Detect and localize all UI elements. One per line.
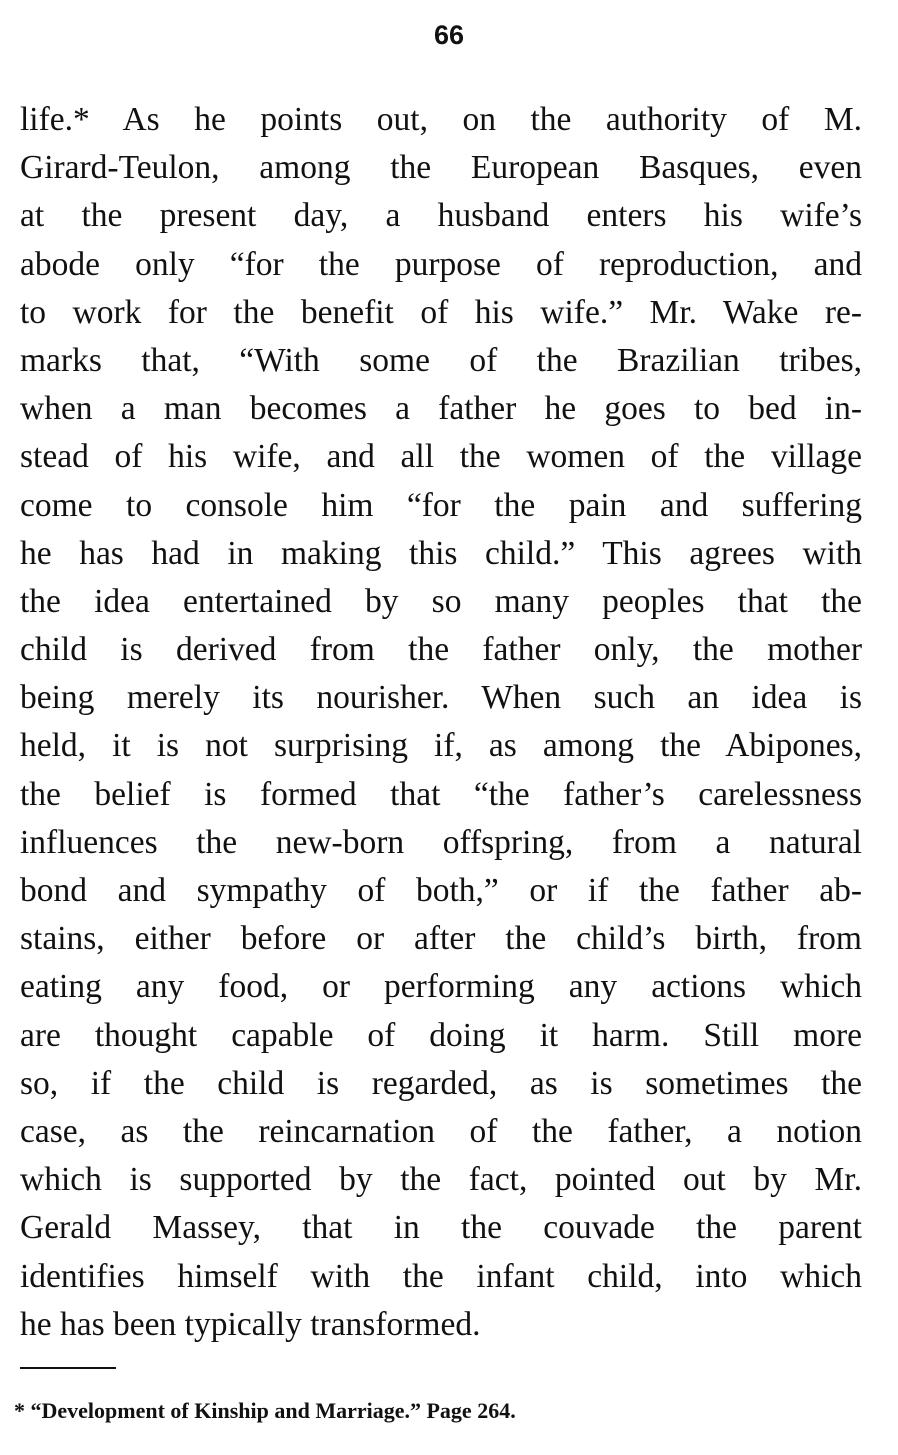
footnote-rule [20, 1367, 116, 1369]
text-line: marks that, “With some of the Brazilian tribes, [20, 341, 862, 379]
text-line: the idea entertained by so many peoples that the [20, 582, 862, 620]
text-line: case, as the reincarnation of the father, a notion [20, 1112, 862, 1150]
page-number: 66 [433, 20, 465, 50]
text-line: Gerald Massey, that in the couvade the parent [20, 1209, 862, 1247]
text-line-last: he has been typically transformed. [20, 1305, 481, 1343]
text-line: Girard-Teulon, among the European Basques, even [20, 149, 862, 187]
text-line: child is derived from the father only, the mother [20, 631, 862, 669]
text-line: identifies himself with the infant child, into which [20, 1257, 862, 1295]
text-line: he has had in making this child.” This agrees with [20, 534, 862, 572]
text-line: stead of his wife, and all the women of the village [20, 438, 862, 476]
body-text [20, 96, 862, 1349]
text-line: which is supported by the fact, pointed out by Mr. [20, 1161, 862, 1199]
text-line: so, if the child is regarded, as is sometimes the [20, 1064, 862, 1102]
text-line: bond and sympathy of both,” or if the father ab- [20, 872, 862, 909]
text-line: to work for the benefit of his wife.” Mr. Wake re- [20, 293, 862, 331]
text-line: eating any food, or performing any actions which [20, 968, 862, 1006]
text-line: being merely its nourisher. When such an idea is [20, 679, 862, 717]
text-line: are thought capable of doing it harm. Still more [20, 1016, 862, 1054]
text-line: influences the new-born offspring, from a natural [20, 823, 862, 861]
text-line: come to console him “for the pain and suffering [20, 486, 862, 524]
text-line: at the present day, a husband enters his wife’s [20, 197, 862, 235]
text-line: when a man becomes a father he goes to bed in- [20, 390, 862, 428]
footnote: * “Development of Kinship and Marriage.” Page 264. [14, 1398, 516, 1423]
text-line: the belief is formed that “the father’s carelessness [20, 775, 862, 813]
text-line: stains, either before or after the child’s birth, from [20, 920, 862, 958]
text-line: life.* As he points out, on the authority of M. [20, 101, 862, 138]
text-line: abode only “for the purpose of reproduction, and [20, 245, 862, 283]
text-line: held, it is not surprising if, as among the Abipones, [20, 727, 862, 765]
